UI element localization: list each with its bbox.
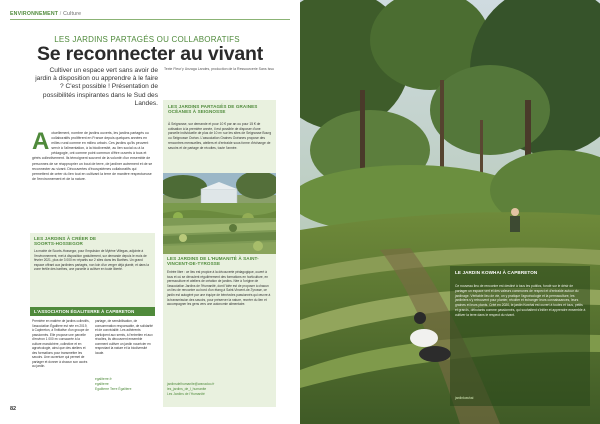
soorts-hossegor-heading: LES JARDINS À CRÉER DE SOORTS-HOSSEGOR [34, 236, 97, 247]
page-title: Se reconnecter au vivant [36, 43, 264, 65]
kowhai-link-1[interactable]: jardinkowhai [455, 396, 474, 400]
section-header [10, 11, 81, 17]
credits-text: Texte Fleur'y Unzaga Landes, production de la Ressourcerie Sans Issu [164, 67, 275, 71]
soorts-hossegor-text: La mairie de Soorts-Hossegor, pour l'impulsion de Mylène Villegas, adjointe à l'environnement, met à disposition gratuitement, sur demande depuis le mois de février 2021, plus de 3 000 m² répartis sur 2 sites dans les Barthes. Un grand espace offrant aux jardiniers partagés, non loin d'un verger déjà planté, et dans la zone fertile des barthes, une parcelle à cultiver en toute liberté. [34, 249, 150, 271]
body-main [32, 128, 154, 182]
kowhai-text: Ce nouveau lieu de rencontre est destiné à tous les publics, fondé sur le désir de partager un espace vert et des valeurs communes de respect et d'entraide autour du jardinage. Véritable lieu de vie, on y pratique l'agroécologie et la permaculture, les jardiniers s'y retrouvent pour planter, récolter et échanger leurs connaissances, leurs graines et leurs plants. Créé en 2020, le jardin Kowhai est ouvert à toutes et tous, petits et grands, débutants comme passionnés, qui souhaitent s'initier et apprendre ensemble à cultiver la terre dans le respect du vivant. [455, 284, 586, 317]
egaliterre-link-2[interactable]: egaliterre [95, 382, 109, 386]
graines-oceanes-text: À Seignosse, sur demande et pour 10 € par an ou pour 15 € de cotisation à la première année, il est possible de disposer d'une parcelle individuelle de plus de 10 m² sur les sites de Seignosse Bourg ou Seignosse Océan. L'association Graines Océanes propose des rencontres mensuelles, ateliers et d'entraide sous forme d'échange de savoirs et de partage de récoltes, toute l'année. [168, 122, 272, 150]
humanite-link-1[interactable]: jardinsdelhumanite@wanadoo.fr [167, 382, 215, 386]
egaliterre-link-3[interactable]: Egaliterre Terre Égalitere [95, 387, 132, 391]
egaliterre-col1: Première en matière de jardins collectifs, l'association Égalitere est née en 2019, à Capbreton, à l'initiative d'un groupe de passionnés. Elle propose une parcelle d'environ 1 000 m² consacrée à la culture maraîchère, collective et en agroécologie, ainsi que des ateliers et des formations pour transmettre les savoirs. Une ouverture qui permet de partager et donner à chacun son accès au jardin. [32, 319, 90, 368]
graines-oceanes-heading: LES JARDINS PARTAGÉS DE GRAINES OCÉANES À SEIGNOSSE [168, 104, 258, 115]
soorts-hossegor-box [30, 233, 155, 307]
humanite-box [163, 254, 276, 407]
egaliterre-box [30, 307, 155, 402]
body-main-text: ctuellement, nombre de jardins ouverts, les jardins partagés ou collaboratifs prolifèrent en France depuis quelques années en milieu rural comme en milieu urbain. Ces jardins qu'ils peuvent servir à l'alimentation, à la biodiversité, au lien social ou à la pédagogie, ont comme point commun d'être ouverts à tous et gérés collectivement. Ils témoignent souvent de la volonté d'un ensemble de personnes de se réapproprier un bout de terre, de jardiner autrement et de se reconnecter au vivant. Découvertes d'écosystèmes collaboratifs qui permettent de créer du lien tout en cultivant la terre de manière respectueuse de l'environnement et de la nature. [32, 131, 153, 181]
section-label: ENVIRONNEMENT [10, 11, 59, 17]
header-rule [10, 19, 290, 20]
humanite-link-2[interactable]: les_jardins_de_l_humanite [167, 387, 207, 391]
egaliterre-heading: L'ASSOCIATION ÉGALITERRE À CAPBRETON [34, 309, 135, 314]
humanite-heading: LES JARDINS DE L'HUMANITÉ À SAINT-VINCENT-DE-TYROSSE [167, 256, 259, 267]
drop-cap: A [32, 128, 50, 155]
subsection-label: Culture [63, 11, 82, 17]
section-separator: / [59, 11, 62, 17]
kowhai-box [450, 266, 590, 406]
egaliterre-link-1[interactable]: egaliterre.fr [95, 377, 112, 381]
page-number: 82 [10, 406, 17, 412]
humanite-link-3[interactable]: Les Jardins de l'Humanité [167, 392, 205, 396]
humanite-text: Entrée libre : ce lieu est propice à la découverte pédagogique, ouvert à tous et où se déroulent régulièrement des formations en horticulture, en permaculture et ateliers de création de jardins. Née à l'origine de l'association Jardins de l'Humanité, dont l'idée est de proposer à chacun un lieu de rencontre au bord d'un étang à Saint-Vincent-de-Tyrosse, ce jardin est autogéré par une équipe de bénévoles passionnés qui œuvre à la transmission des savoirs, pour préserver la nature, recréer du lien et accompagner les gens vers une autonomie alimentaire. [167, 270, 271, 307]
egaliterre-col2: partage, de sensibilisation, de consommation responsable, de solidarité et de convivialité. Les adhérents participent aux semis, à l'entretien et aux récoltes, ils découvrent ensemble comment cultiver un jardin nourricier en respectant la nature et la biodiversité locale. [95, 319, 153, 355]
intro-text: Cultiver un espace vert sans avoir de jardin à disposition ou apprendre à le faire ? C'est possible ! Présentation de possibilités inspirantes dans le Sud des Landes. [35, 67, 158, 107]
kowhai-heading: LE JARDIN KOWHAI À CAPBRETON [455, 270, 538, 275]
garden-rows-photo [163, 218, 276, 254]
credits [164, 67, 274, 71]
kicker: LES JARDINS PARTAGÉS OU COLLABORATIFS [54, 35, 240, 44]
